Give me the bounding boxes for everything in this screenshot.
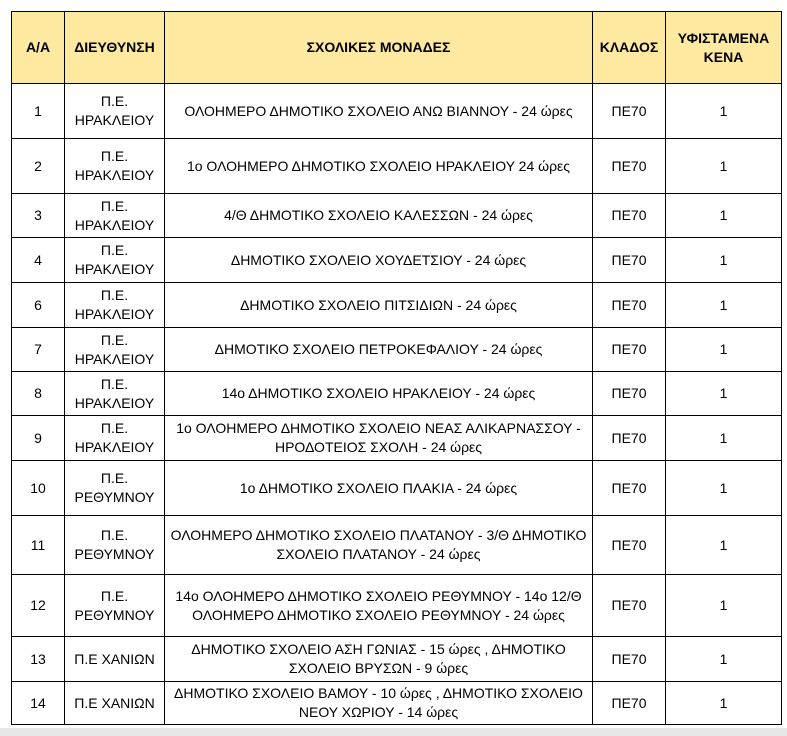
table-row bbox=[12, 238, 782, 283]
table-row bbox=[12, 139, 782, 194]
cell-vacancies: 1 bbox=[666, 461, 782, 516]
cell-directorate: Π.Ε. ΗΡΑΚΛΕΙΟΥ bbox=[65, 328, 165, 372]
table-row bbox=[12, 416, 782, 461]
cell-aa: 3 bbox=[12, 194, 65, 238]
cell-vacancies: 1 bbox=[666, 416, 782, 461]
cell-directorate: Π.Ε. ΗΡΑΚΛΕΙΟΥ bbox=[65, 84, 165, 139]
cell-vacancies: 1 bbox=[666, 139, 782, 194]
cell-aa: 9 bbox=[12, 416, 65, 461]
cell-branch: ΠΕ70 bbox=[593, 575, 666, 637]
cell-aa: 12 bbox=[12, 575, 65, 637]
cell-vacancies: 1 bbox=[666, 84, 782, 139]
cell-directorate: Π.Ε. ΡΕΘΥΜΝΟΥ bbox=[65, 516, 165, 575]
cell-schools: ΔΗΜΟΤΙΚΟ ΣΧΟΛΕΙΟ ΠΕΤΡΟΚΕΦΑΛΙΟΥ - 24 ώρες bbox=[165, 328, 593, 372]
cell-directorate: Π.Ε. ΗΡΑΚΛΕΙΟΥ bbox=[65, 416, 165, 461]
cell-aa: 6 bbox=[12, 283, 65, 328]
cell-aa: 13 bbox=[12, 637, 65, 682]
table-row bbox=[12, 682, 782, 725]
cell-schools: ΔΗΜΟΤΙΚΟ ΣΧΟΛΕΙΟ ΑΣΗ ΓΩΝΙΑΣ - 15 ώρες , ΔΗΜΟΤΙΚΟ ΣΧΟΛΕΙΟ ΒΡΥΣΩΝ - 9 ώρες bbox=[165, 637, 593, 682]
cell-schools: ΟΛΟΗΜΕΡΟ ΔΗΜΟΤΙΚΟ ΣΧΟΛΕΙΟ ΑΝΩ ΒΙΑΝΝΟΥ - 24 ώρες bbox=[165, 84, 593, 139]
cell-schools: 1ο ΟΛΟΗΜΕΡΟ ΔΗΜΟΤΙΚΟ ΣΧΟΛΕΙΟ ΗΡΑΚΛΕΙΟΥ 24 ώρες bbox=[165, 139, 593, 194]
cell-aa: 8 bbox=[12, 372, 65, 416]
cell-branch: ΠΕ70 bbox=[593, 84, 666, 139]
cell-schools: 1ο ΔΗΜΟΤΙΚΟ ΣΧΟΛΕΙΟ ΠΛΑΚΙΑ - 24 ώρες bbox=[165, 461, 593, 516]
table-row bbox=[12, 84, 782, 139]
cell-aa: 10 bbox=[12, 461, 65, 516]
cell-aa: 2 bbox=[12, 139, 65, 194]
cell-aa: 11 bbox=[12, 516, 65, 575]
cell-vacancies: 1 bbox=[666, 238, 782, 283]
cell-branch: ΠΕ70 bbox=[593, 461, 666, 516]
header-vacancies: ΥΦΙΣΤΑΜΕΝΑ ΚΕΝΑ bbox=[666, 12, 782, 84]
cell-aa: 7 bbox=[12, 328, 65, 372]
cell-directorate: Π.Ε. ΗΡΑΚΛΕΙΟΥ bbox=[65, 139, 165, 194]
cell-directorate: Π.Ε. ΗΡΑΚΛΕΙΟΥ bbox=[65, 194, 165, 238]
page-bottom-margin bbox=[0, 728, 787, 736]
cell-vacancies: 1 bbox=[666, 575, 782, 637]
table-row bbox=[12, 328, 782, 372]
cell-branch: ΠΕ70 bbox=[593, 328, 666, 372]
table-row bbox=[12, 637, 782, 682]
cell-schools: 1ο ΟΛΟΗΜΕΡΟ ΔΗΜΟΤΙΚΟ ΣΧΟΛΕΙΟ ΝΕΑΣ ΑΛΙΚΑΡΝΑΣΣΟΥ - ΗΡΟΔΟΤΕΙΟΣ ΣΧΟΛΗ - 24 ώρες bbox=[165, 416, 593, 461]
cell-vacancies: 1 bbox=[666, 516, 782, 575]
cell-branch: ΠΕ70 bbox=[593, 637, 666, 682]
table-row bbox=[12, 516, 782, 575]
cell-aa: 4 bbox=[12, 238, 65, 283]
cell-directorate: Π.Ε ΧΑΝΙΩΝ bbox=[65, 682, 165, 725]
header-aa: Α/Α bbox=[12, 12, 65, 84]
table-header-row bbox=[12, 12, 782, 84]
cell-branch: ΠΕ70 bbox=[593, 283, 666, 328]
cell-branch: ΠΕ70 bbox=[593, 194, 666, 238]
table-row bbox=[12, 372, 782, 416]
cell-vacancies: 1 bbox=[666, 283, 782, 328]
cell-vacancies: 1 bbox=[666, 682, 782, 725]
cell-branch: ΠΕ70 bbox=[593, 416, 666, 461]
cell-aa: 1 bbox=[12, 84, 65, 139]
cell-branch: ΠΕ70 bbox=[593, 238, 666, 283]
cell-directorate: Π.Ε. ΡΕΘΥΜΝΟΥ bbox=[65, 575, 165, 637]
cell-schools: 4/Θ ΔΗΜΟΤΙΚΟ ΣΧΟΛΕΙΟ ΚΑΛΕΣΣΩΝ - 24 ώρες bbox=[165, 194, 593, 238]
cell-directorate: Π.Ε. ΗΡΑΚΛΕΙΟΥ bbox=[65, 283, 165, 328]
header-branch: ΚΛΑΔΟΣ bbox=[593, 12, 666, 84]
cell-vacancies: 1 bbox=[666, 372, 782, 416]
cell-schools: 14ο ΔΗΜΟΤΙΚΟ ΣΧΟΛΕΙΟ ΗΡΑΚΛΕΙΟΥ - 24 ώρες bbox=[165, 372, 593, 416]
cell-directorate: Π.Ε. ΡΕΘΥΜΝΟΥ bbox=[65, 461, 165, 516]
cell-branch: ΠΕ70 bbox=[593, 516, 666, 575]
table-row bbox=[12, 575, 782, 637]
header-schools: ΣΧΟΛΙΚΕΣ ΜΟΝΑΔΕΣ bbox=[165, 12, 593, 84]
cell-vacancies: 1 bbox=[666, 328, 782, 372]
cell-vacancies: 1 bbox=[666, 194, 782, 238]
cell-directorate: Π.Ε. ΗΡΑΚΛΕΙΟΥ bbox=[65, 372, 165, 416]
cell-branch: ΠΕ70 bbox=[593, 139, 666, 194]
cell-directorate: Π.Ε ΧΑΝΙΩΝ bbox=[65, 637, 165, 682]
cell-schools: ΟΛΟΗΜΕΡΟ ΔΗΜΟΤΙΚΟ ΣΧΟΛΕΙΟ ΠΛΑΤΑΝΟΥ - 3/Θ ΔΗΜΟΤΙΚΟ ΣΧΟΛΕΙΟ ΠΛΑΤΑΝΟΥ - 24 ώρες bbox=[165, 516, 593, 575]
header-directorate: ΔΙΕΥΘΥΝΣΗ bbox=[65, 12, 165, 84]
cell-branch: ΠΕ70 bbox=[593, 372, 666, 416]
vacancies-table bbox=[11, 11, 782, 725]
cell-directorate: Π.Ε. ΗΡΑΚΛΕΙΟΥ bbox=[65, 238, 165, 283]
cell-aa: 14 bbox=[12, 682, 65, 725]
cell-schools: 14ο ΟΛΟΗΜΕΡΟ ΔΗΜΟΤΙΚΟ ΣΧΟΛΕΙΟ ΡΕΘΥΜΝΟΥ - 14ο 12/Θ ΟΛΟΗΜΕΡΟ ΔΗΜΟΤΙΚΟ ΣΧΟΛΕΙΟ ΡΕΘΥΜΝΟΥ - 24 ώρες bbox=[165, 575, 593, 637]
cell-schools: ΔΗΜΟΤΙΚΟ ΣΧΟΛΕΙΟ ΒΑΜΟΥ - 10 ώρες , ΔΗΜΟΤΙΚΟ ΣΧΟΛΕΙΟ ΝΕΟΥ ΧΩΡΙΟΥ - 14 ώρες bbox=[165, 682, 593, 725]
table-row bbox=[12, 283, 782, 328]
table-row bbox=[12, 461, 782, 516]
cell-schools: ΔΗΜΟΤΙΚΟ ΣΧΟΛΕΙΟ ΧΟΥΔΕΤΣΙΟΥ - 24 ώρες bbox=[165, 238, 593, 283]
cell-schools: ΔΗΜΟΤΙΚΟ ΣΧΟΛΕΙΟ ΠΙΤΣΙΔΙΩΝ - 24 ώρες bbox=[165, 283, 593, 328]
table-row bbox=[12, 194, 782, 238]
cell-branch: ΠΕ70 bbox=[593, 682, 666, 725]
cell-vacancies: 1 bbox=[666, 637, 782, 682]
